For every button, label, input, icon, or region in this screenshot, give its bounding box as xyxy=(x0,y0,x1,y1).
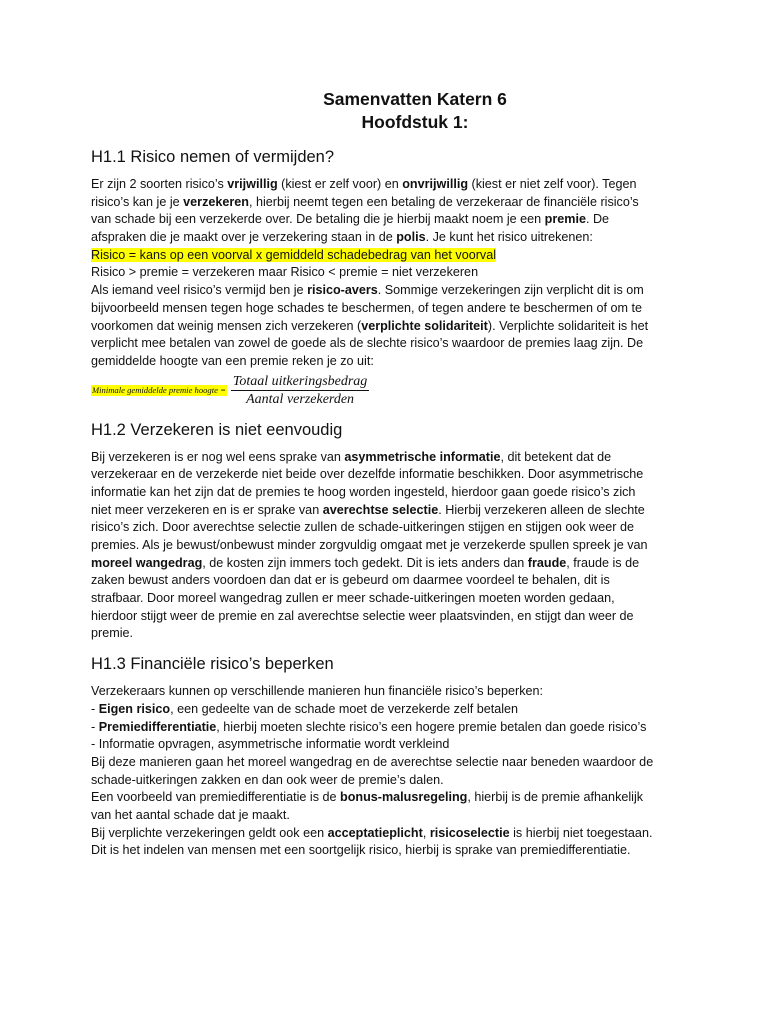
section-body xyxy=(91,449,681,644)
bold-term: verzekeren xyxy=(183,194,249,209)
bold-term: Eigen risico xyxy=(98,701,171,716)
text-line xyxy=(91,353,681,371)
text-line xyxy=(91,807,681,825)
section-heading: H1.1 Risico nemen of vermijden? xyxy=(91,148,335,166)
text-run: voorkomen dat weinig mensen zich verzekeren ( xyxy=(91,318,362,333)
section-body xyxy=(91,176,681,371)
text-line xyxy=(91,519,681,537)
text-line xyxy=(91,449,681,467)
text-run: niet meer verzekeren en is er sprake van xyxy=(91,502,323,517)
bold-term: averechtse selectie xyxy=(322,502,439,517)
text-line xyxy=(91,176,681,194)
text-run: Bij verplichte verzekeringen geldt ook een xyxy=(91,825,328,840)
text-run: , dit betekent dat de xyxy=(500,449,612,464)
text-run: , hierbij is de premie afhankelijk xyxy=(467,790,644,805)
text-run: . Hierbij verzekeren alleen de slechte xyxy=(438,502,645,517)
text-run: schade-uitkeringen zakken en dan ook weer de premie’s dalen. xyxy=(91,772,444,787)
text-line xyxy=(91,300,681,318)
text-run: , xyxy=(422,825,430,840)
text-run: bijvoorbeeld mensen tegen hoge schades te beschermen, of tegen andere te beschermen of om te xyxy=(91,300,642,315)
text-line xyxy=(91,502,681,520)
text-run: zaken bewust anders voordoen dan dat er is gebeurd om daarmee voordeel te behalen, dit is xyxy=(91,573,610,588)
document-title: Samenvatten Katern 6 xyxy=(323,89,507,109)
text-run: van het aantal schade dat je maakt. xyxy=(91,807,290,822)
text-line xyxy=(91,194,681,212)
section-heading: H1.2 Verzekeren is niet eenvoudig xyxy=(91,420,343,439)
text-line xyxy=(91,825,681,843)
bold-term: bonus-malusregeling xyxy=(340,790,468,805)
formula-denominator: Aantal verzekerden xyxy=(246,391,355,407)
text-run: - xyxy=(91,719,99,734)
text-run: verplicht mee betalen van zowel de goede als de slechte risico’s waardoor de premies laag zijn. De xyxy=(91,336,644,351)
text-run: Als iemand veel risico’s vermijd ben je xyxy=(91,283,308,298)
text-line xyxy=(91,335,681,353)
text-line xyxy=(91,466,681,484)
text-run: is hierbij niet toegestaan. xyxy=(509,825,653,840)
text-line xyxy=(91,211,681,229)
bold-term: verplichte solidariteit xyxy=(361,318,488,333)
text-line xyxy=(91,264,681,282)
text-line xyxy=(91,555,681,573)
text-line xyxy=(91,484,681,502)
text-line xyxy=(91,842,681,860)
bold-term: vrijwillig xyxy=(227,177,278,191)
text-run: gemiddelde hoogte van een premie reken je zo uit: xyxy=(91,353,374,368)
text-line xyxy=(91,701,681,719)
formula-fraction xyxy=(231,374,369,408)
section-body xyxy=(91,683,681,860)
text-run: van schade bij een verzekerde over. De betaling die je hierbij maakt noem je een xyxy=(91,212,545,227)
text-run: (kiest er niet zelf voor). Tegen xyxy=(468,177,637,191)
text-line xyxy=(91,282,681,300)
bold-term: fraude xyxy=(527,555,567,570)
document-subtitle: Hoofdstuk 1: xyxy=(361,112,469,132)
text-run: premies. Als je bewust/onbewust minder zorgvuldig omgaat met je verzekerde spullen spreek je van xyxy=(91,538,648,552)
text-run: informatie kan het zijn dat de premies te hoog worden ingesteld, hierdoor gaan goede risico’s zich xyxy=(91,484,636,499)
text-run: . De xyxy=(585,212,610,227)
text-run: ). Verplichte solidariteit is het xyxy=(487,318,649,333)
text-run: , fraude is de xyxy=(566,555,640,570)
text-run: risico’s zich. Door averechtse selectie zullen de schade-uitkeringen stijgen en stijgen ook weer de xyxy=(91,520,634,535)
text-line xyxy=(91,608,681,626)
bold-term: polis xyxy=(396,230,426,245)
text-run: strafbaar. Door moreel wangedrag zullen er meer schade-uitkeringen moeten worden gedaan, xyxy=(91,591,615,606)
text-line xyxy=(91,318,681,336)
text-line xyxy=(91,229,681,247)
text-line xyxy=(91,683,681,701)
text-line xyxy=(91,572,681,590)
bold-term: Premiedifferentiatie xyxy=(98,719,217,734)
section-heading: H1.3 Financiële risico’s beperken xyxy=(91,655,334,674)
bold-term: acceptatieplicht xyxy=(327,825,423,840)
text-line xyxy=(91,625,681,643)
text-run: Bij deze manieren gaan het moreel wangedrag en de averechtse selectie naar beneden waardoor de xyxy=(91,754,654,769)
text-run: Dit is het indelen van mensen met een soortgelijk risico, hierbij is sprake van premiedifferentiatie. xyxy=(91,843,631,858)
text-run: . Sommige verzekeringen zijn verplicht dit is om xyxy=(377,283,644,298)
text-line xyxy=(91,789,681,807)
bold-term: onvrijwillig xyxy=(402,177,469,191)
formula-label: Minimale gemiddelde premie hoogte = xyxy=(92,385,226,396)
text-run: Er zijn 2 soorten risico’s xyxy=(91,177,228,191)
text-run: (kiest er zelf voor) en xyxy=(277,177,403,191)
text-line xyxy=(91,736,681,754)
document-content xyxy=(91,88,681,860)
highlighted-text: Risico = kans op een voorval x gemiddeld schadebedrag van het voorval xyxy=(91,247,496,262)
bold-term: premie xyxy=(544,212,586,227)
text-line xyxy=(91,247,681,265)
text-line xyxy=(91,537,681,555)
premium-formula xyxy=(91,373,681,409)
text-run: , hierbij neemt tegen een betaling de verzekeraar de financiële risico’s xyxy=(249,194,639,209)
bold-term: risicoselectie xyxy=(429,825,510,840)
text-run: verzekeraar en de verzekerde niet beide over dezelfde informatie beschikken. Door asymmetrische xyxy=(91,467,644,482)
text-line xyxy=(91,772,681,790)
text-run: afspraken die je maakt over je verzekering staan in de xyxy=(91,230,397,245)
text-line xyxy=(91,719,681,737)
text-run: Bij verzekeren is er nog wel eens sprake van xyxy=(91,449,345,464)
text-line xyxy=(91,754,681,772)
bold-term: moreel wangedrag xyxy=(91,555,203,570)
text-run: , hierbij moeten slechte risico’s een hogere premie betalen dan goede risico’s xyxy=(216,719,647,734)
text-run: hierdoor stijgt weer de premie en zal averechtse selectie weer plaatsvinden, en stijgt dan weer de xyxy=(91,608,634,623)
bold-term: risico-avers xyxy=(307,283,378,298)
text-line xyxy=(91,590,681,608)
text-run: , een gedeelte van de schade moet de verzekerde zelf betalen xyxy=(170,701,519,716)
text-run: - Informatie opvragen, asymmetrische informatie wordt verkleind xyxy=(91,737,450,752)
text-run: Verzekeraars kunnen op verschillende manieren hun financiële risico’s beperken: xyxy=(91,684,544,699)
text-run: , de kosten zijn immers toch gedekt. Dit is iets anders dan xyxy=(202,555,528,570)
formula-numerator: Totaal uitkeringsbedrag xyxy=(232,373,368,389)
text-run: Risico > premie = verzekeren maar Risico < premie = niet verzekeren xyxy=(91,265,479,280)
text-run: - xyxy=(91,701,99,716)
text-run: premie. xyxy=(91,626,133,641)
text-run: risico’s kan je je xyxy=(91,194,184,209)
bold-term: asymmetrische informatie xyxy=(344,449,501,464)
text-run: Een voorbeeld van premiedifferentiatie is de xyxy=(91,790,340,805)
text-run: . Je kunt het risico uitrekenen: xyxy=(425,230,593,245)
